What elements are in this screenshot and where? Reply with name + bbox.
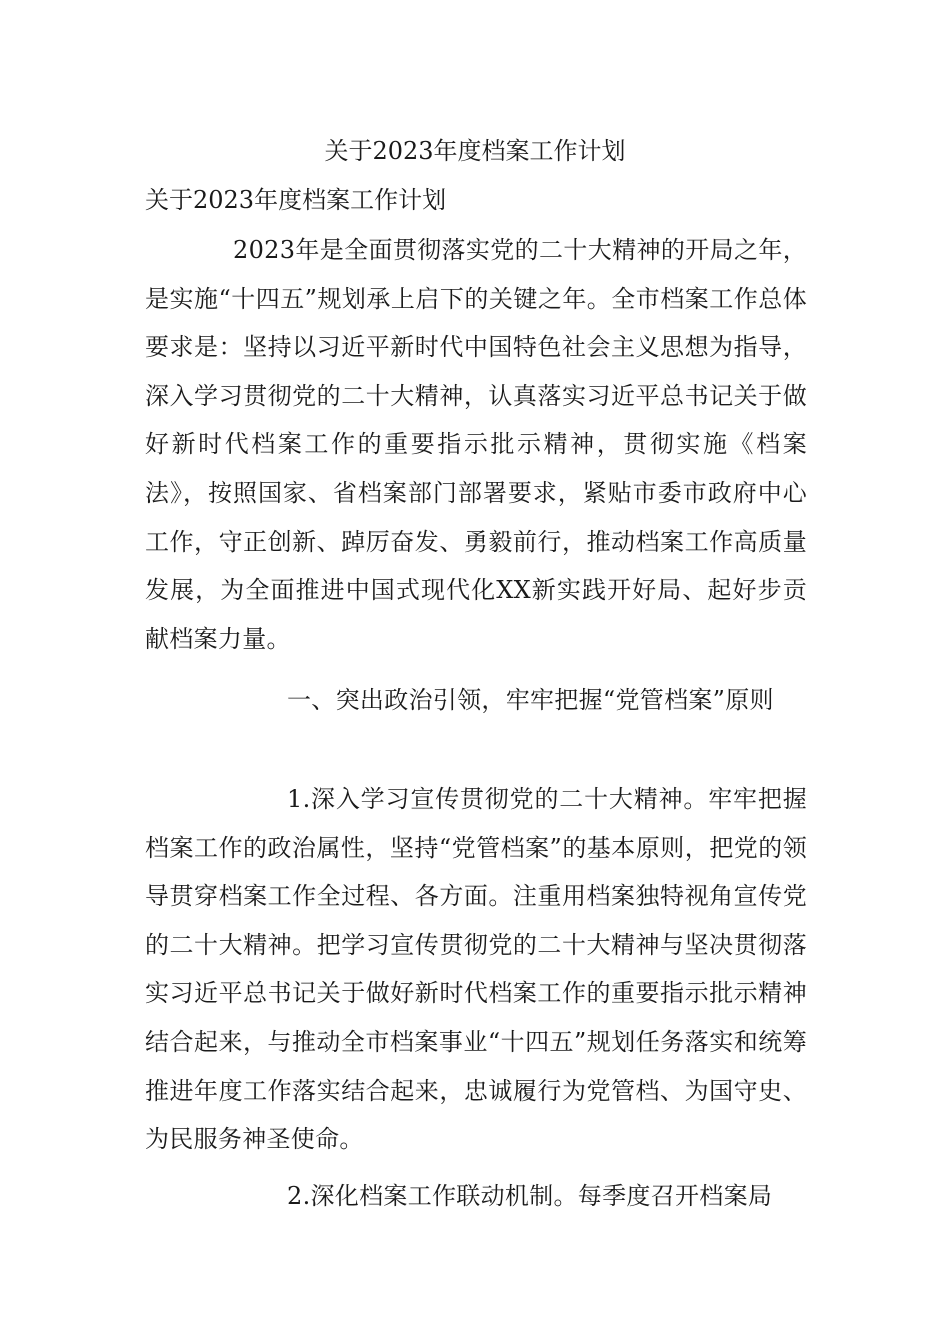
document-subtitle: 关于2023年度档案工作计划 — [145, 186, 447, 214]
item-paragraph-1: 1.深入学习宣传贯彻党的二十大精神。牢牢把握档案工作的政治属性，坚持“党管档案”的基本原则，把党的领导贯穿档案工作全过程、各方面。注重用档案独特视角宣传党的二十大精神。把学习宣传贯彻党的二十大精神与坚决贯彻落实习近平总书记关于做好新时代档案工作的重要指示批示精神结合起来，与推动全市档案事业“十四五”规划任务落实和统筹推进年度工作落实结合起来，忠诚履行为党管档、为国守史、为民服务神圣使命。 — [145, 785, 807, 1154]
document-title: 关于2023年度档案工作计划 — [324, 137, 626, 165]
intro-paragraph: 2023年是全面贯彻落实党的二十大精神的开局之年，是实施“十四五”规划承上启下的关键之年。全市档案工作总体要求是：坚持以习近平新时代中国特色社会主义思想为指导，深入学习贯彻党的二十大精神，认真落实习近平总书记关于做好新时代档案工作的重要指示批示精神，贯彻实施《档案法》，按照国家、省档案部门部署要求，紧贴市委市政府中心工作，守正创新、踔厉奋发、勇毅前行，推动档案工作高质量发展，为全面推进中国式现代化XX新实践开好局、起好步贡献档案力量。 — [145, 236, 807, 653]
section-heading-1: 一、突出政治引领，牢牢把握“党管档案”原则 — [287, 686, 774, 714]
item-paragraph-2: 2.深化档案工作联动机制。每季度召开档案局 — [287, 1182, 773, 1210]
